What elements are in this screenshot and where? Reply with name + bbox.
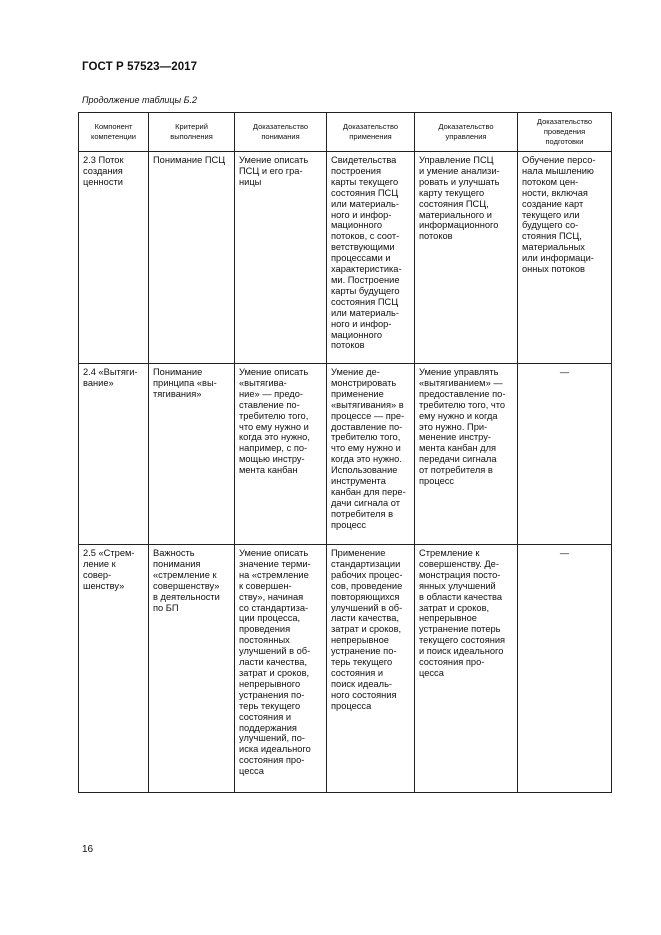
cell-application: Свидетельства построения карты текущего состояния ПСЦ или материаль- ного и инфор- мационного потоков, с соот- ветствующими процессами и характеристика- ми. Построение карты будущего состояния ПСЦ или материаль- ного и инфор- мационного потоков: [327, 152, 415, 364]
cell-criterion: Понимание принципа «вы- тягивания»: [149, 364, 235, 545]
table-row: [79, 545, 612, 793]
cell-criterion: Важность понимания «стремление к совершенству» в деятельности по БП: [149, 545, 235, 793]
table-header-row: [79, 113, 612, 152]
cell-understanding: Умение описать значение терми- на «стремление к совершен- ству», начиная со стандартиза- ции процесса, проведения постоянных улучшений в об- ласти качества, затрат и сроков, непрерывного устранения по- терь текущего состояния и поддержания улучшений, по- иска идеального состояния про- цесса: [235, 545, 327, 793]
table-row: [79, 364, 612, 545]
column-header-criterion: Критерий выполнения: [149, 113, 235, 152]
column-header-understanding: Доказательство понимания: [235, 113, 327, 152]
page-number: 16: [82, 844, 94, 855]
cell-application: Умение де- монстрировать применение «вытягивания» в процессе — пре- доставление по- требителю того, что ему нужно и когда это нужно. Использование инструмента канбан для пере- дачи сигнала от потребителя в процесс: [327, 364, 415, 545]
column-header-training: Доказательство проведения подготовки: [518, 113, 612, 152]
cell-understanding: Умение описать ПСЦ и его гра- ницы: [235, 152, 327, 364]
table-row: [79, 152, 612, 364]
cell-management: Умение управлять «вытягиванием» — предоставление по- требителю того, что ему нужно и когда это нужно. При- менение инстру- мента канбан для передачи сигнала от потребителя в процесс: [415, 364, 518, 545]
cell-training: Обучение персо- нала мышлению потоком цен- ности, включая создание карт текущего или будущего со- стояния ПСЦ, материальных или информаци- онных потоков: [518, 152, 612, 364]
column-header-application: Доказательство применения: [327, 113, 415, 152]
document-standard-number: ГОСТ Р 57523—2017: [82, 61, 198, 73]
table-caption: Продолжение таблицы Б.2: [82, 95, 198, 105]
column-header-component: Компонент компетенции: [79, 113, 149, 152]
cell-understanding: Умение описать «вытягива- ние» — предо- ставление по- требителю того, что ему нужно и когда это нужно, например, с по- мощью инстру- мента канбан: [235, 364, 327, 545]
cell-criterion: Понимание ПСЦ: [149, 152, 235, 364]
cell-component: 2.5 «Стрем- ление к совер- шенству»: [79, 545, 149, 793]
cell-training: —: [518, 545, 612, 793]
cell-training: —: [518, 364, 612, 545]
column-header-management: Доказательство управления: [415, 113, 518, 152]
cell-application: Применение стандартизации рабочих процес- сов, проведение повторяющихся улучшений в об- ласти качества, затрат и сроков, непрерывное устранение по- терь текущего состояния и поиск идеаль- ного состояния процесса: [327, 545, 415, 793]
competence-table: [78, 112, 612, 793]
cell-component: 2.4 «Вытяги- вание»: [79, 364, 149, 545]
cell-management: Стремление к совершенству. Де- монстрация посто- янных улучшений в области качества затрат и сроков, непрерывное устранение потерь текущего состояния и поиск идеального состояния про- цесса: [415, 545, 518, 793]
cell-component: 2.3 Поток создания ценности: [79, 152, 149, 364]
cell-management: Управление ПСЦ и умение анализи- ровать и улучшать карту текущего состояния ПСЦ, материального и информационного потоков: [415, 152, 518, 364]
